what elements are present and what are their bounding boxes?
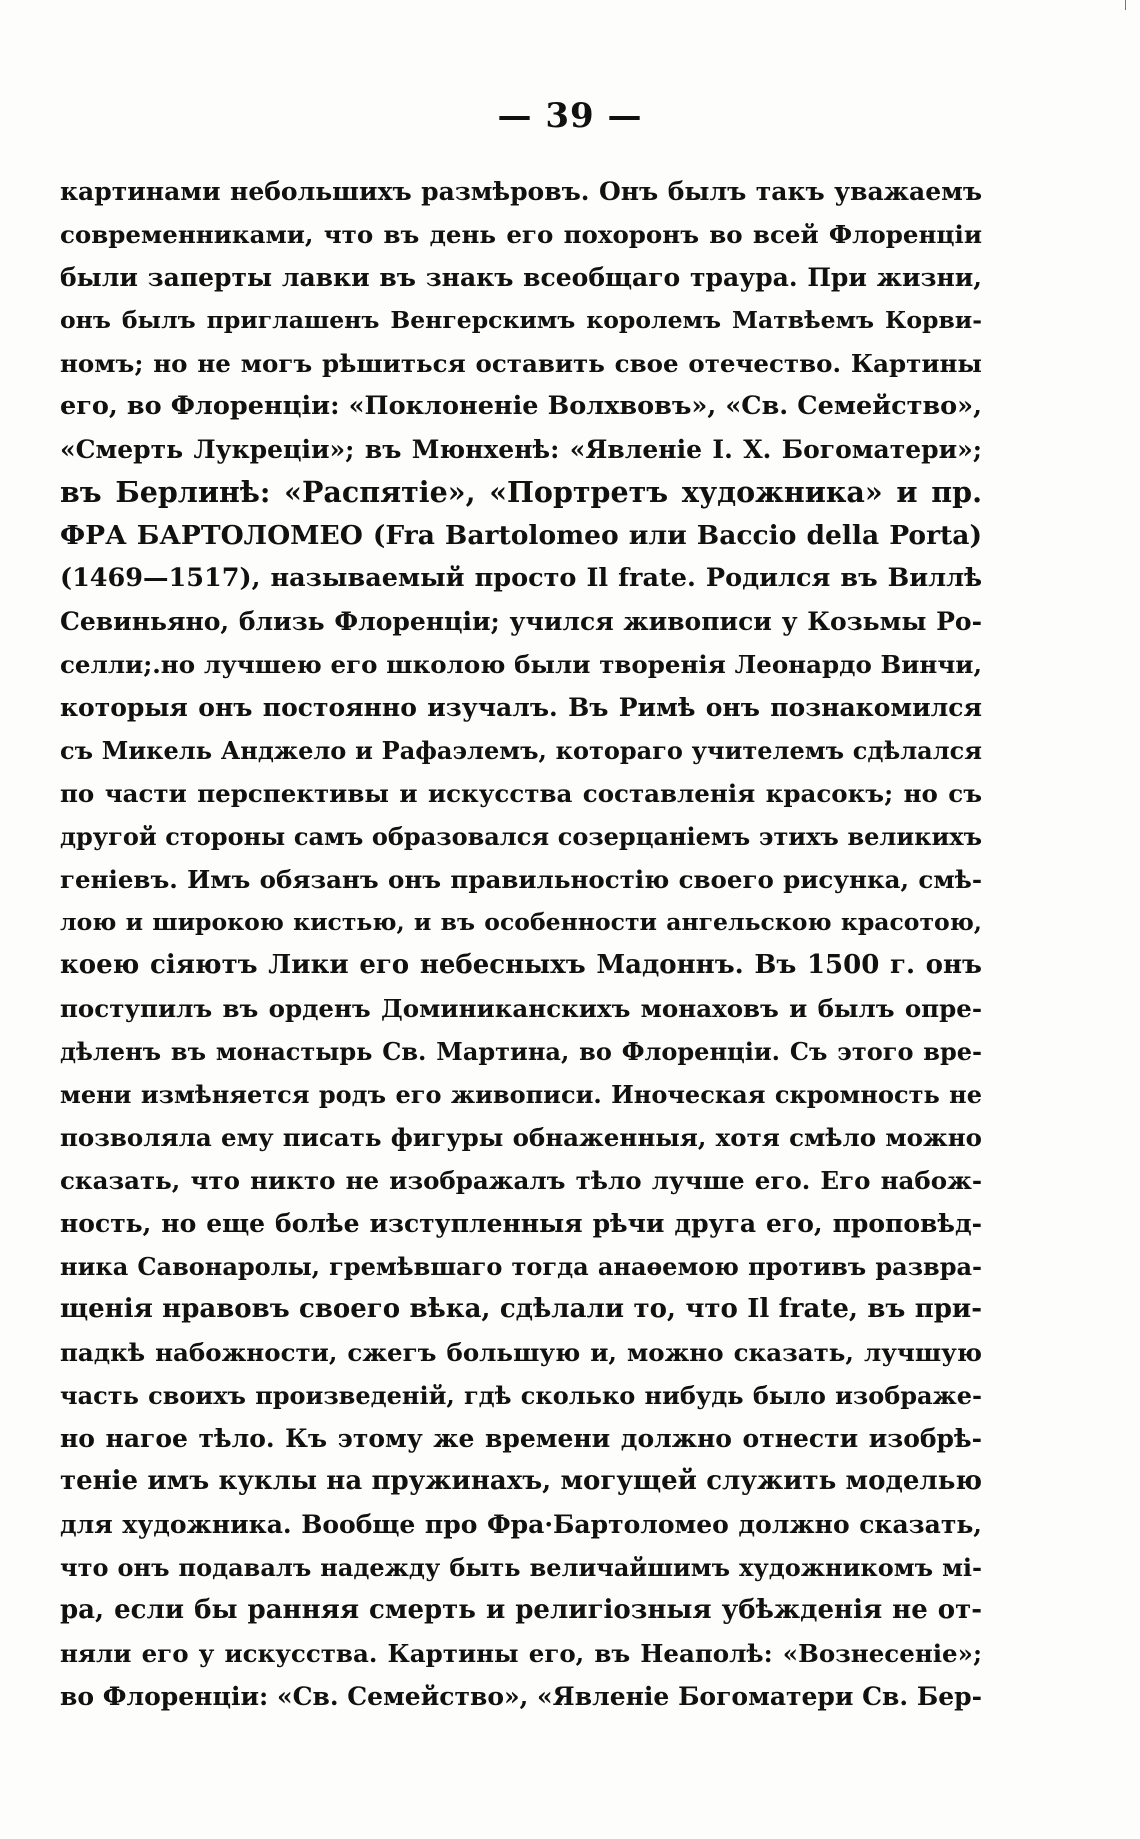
text-line: мени измѣняется родъ его живописи. Иноческая скромность не: [60, 1080, 982, 1109]
text-line: другой стороны самъ образовался созерцаніемъ этихъ великихъ: [60, 822, 982, 851]
text-line: теніе имъ куклы на пружинахъ, могущей служить моделью: [60, 1466, 982, 1496]
text-line: ность, но еще болѣе изступленныя рѣчи друга его, проповѣд-: [60, 1209, 982, 1238]
text-line: ра, если бы ранняя смерть и религіозныя убѣжденія не от-: [60, 1595, 982, 1625]
text-line: съ Микель Анджело и Рафаэлемъ, котораго учителемъ сдѣлался: [60, 736, 982, 765]
text-line: ФРА БАРТОЛОМЕО (Fra Bartolomeo или Baccio della Porta): [60, 520, 982, 551]
text-line: въ Берлинѣ: «Распятіе», «Портретъ художника» и пр.: [60, 475, 982, 509]
text-line: которыя онъ постоянно изучалъ. Въ Римѣ онъ познакомился: [60, 693, 982, 722]
text-line: онъ былъ приглашенъ Венгерскимъ королемъ Матвѣемъ Корви-: [60, 306, 982, 334]
text-line: что онъ подавалъ надежду быть величайшимъ художникомъ мі-: [60, 1553, 982, 1582]
text-line: номъ; но не могъ рѣшиться оставить свое отечество. Картины: [60, 349, 982, 378]
text-line: для художника. Вообще про Фра·Бартоломео должно сказать,: [60, 1510, 982, 1539]
text-line: часть своихъ произведеній, гдѣ сколько нибудь было изображе-: [60, 1381, 982, 1410]
text-line: во Флоренціи: «Св. Семейство», «Явленіе Богоматери Св. Бер-: [60, 1682, 982, 1711]
text-line: «Смерть Лукреціи»; въ Мюнхенѣ: «Явленіе І. Х. Богоматери»;: [60, 435, 982, 464]
text-line: его, во Флоренціи: «Поклоненіе Волхвовъ», «Св. Семейство»,: [60, 391, 982, 421]
text-line: селли;.но лучшею его школою были творенія Леонардо Винчи,: [60, 650, 982, 679]
text-line: коею сіяютъ Лики его небесныхъ Мадоннъ. Въ 1500 г. онъ: [60, 950, 982, 980]
text-line: сказать, что никто не изображалъ тѣло лучше его. Его набож-: [60, 1166, 982, 1195]
text-line: ника Савонаролы, гремѣвшаго тогда анаѳемою противъ развра-: [60, 1252, 982, 1281]
text-line: современниками, что въ день его похоронъ во всей Флоренціи: [60, 220, 982, 249]
text-line: картинами небольшихъ размѣровъ. Онъ былъ такъ уважаемъ: [60, 177, 982, 206]
text-line: Севиньяно, близь Флоренціи; учился живописи у Козьмы Ро-: [60, 607, 982, 636]
scan-edge-mark: [1125, 0, 1126, 10]
body-text: [60, 170, 982, 1718]
text-line: лою и широкою кистью, и въ особенности ангельскою красотою,: [60, 908, 982, 936]
text-line: были заперты лавки въ знакъ всеобщаго траура. При жизни,: [60, 263, 982, 292]
text-line: геніевъ. Имъ обязанъ онъ правильностію своего рисунка, смѣ-: [60, 865, 982, 894]
text-line: поступилъ въ орденъ Доминиканскихъ монаховъ и былъ опре-: [60, 994, 982, 1023]
text-line: (1469—1517), называемый просто Il frate. Родился въ Виллѣ: [60, 563, 982, 593]
text-line: по части перспективы и искусства составленія красокъ; но съ: [60, 779, 982, 808]
text-line: падкѣ набожности, сжегъ большую и, можно сказать, лучшую: [60, 1338, 982, 1367]
text-line: позволяла ему писать фигуры обнаженныя, хотя смѣло можно: [60, 1123, 982, 1152]
text-line: щенія нравовъ своего вѣка, сдѣлали то, что Il frate, въ при-: [60, 1294, 982, 1324]
page-number: — 39 —: [497, 96, 643, 136]
text-line: няли его у искусства. Картины его, въ Неаполѣ: «Вознесеніе»;: [60, 1639, 982, 1668]
text-line: дѣленъ въ монастырь Св. Мартина, во Флоренціи. Съ этого вре-: [60, 1037, 982, 1066]
text-line: но нагое тѣло. Къ этому же времени должно отнести изобрѣ-: [60, 1424, 982, 1453]
